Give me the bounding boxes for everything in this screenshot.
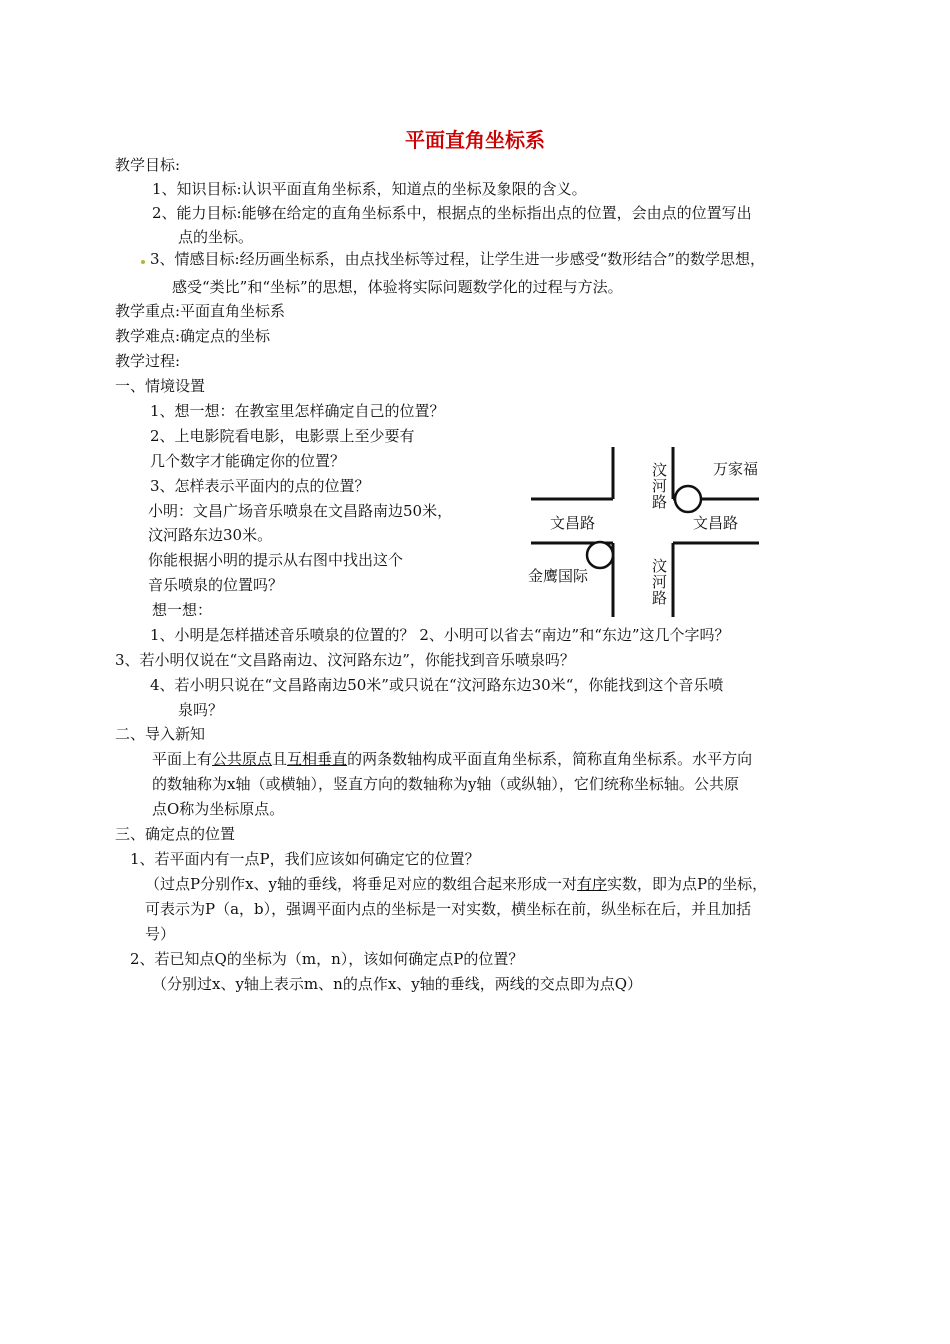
underline-ordered: 有序	[577, 875, 608, 893]
label-wenchang-left: 文昌路	[550, 514, 596, 532]
section3-a1-part-b: 实数，即为点P的坐标，	[607, 875, 768, 893]
key-point: 教学重点:平面直角坐标系	[115, 302, 286, 320]
objective-ability-line2: 点的坐标。	[178, 228, 254, 246]
section3-a2: （分别过x、y轴上表示m、n的点作x、y轴的垂线，两线的交点即为点Q）	[152, 975, 643, 993]
objective-emotion-line2: 感受“类比”和“坐标”的思想，体验将实际问题数学化的过程与方法。	[172, 278, 623, 296]
think-q1-q2: 1、小明是怎样描述音乐喷泉的位置的？ 2、小明可以省去“南边”和“东边”这几个字吗？	[150, 626, 730, 644]
section1-q2-line1: 2、上电影院看电影，电影票上至少要有	[150, 427, 415, 445]
page-title: 平面直角坐标系	[405, 128, 545, 152]
section3-a1-line1	[145, 874, 767, 894]
difficult-point: 教学难点:确定点的坐标	[115, 327, 271, 345]
objectives-heading: 教学目标:	[115, 156, 181, 174]
underline-common-origin: 公共原点	[212, 750, 273, 768]
section1-heading: 一、情境设置	[115, 377, 206, 395]
label-wenhe-top-2: 河	[652, 477, 668, 495]
objective-knowledge: 1、知识目标:认识平面直角坐标系，知道点的坐标及象限的含义。	[152, 180, 587, 198]
think-heading: 想一想：	[152, 601, 213, 619]
label-jinying: 金鹰国际	[528, 567, 589, 585]
think-q3: 3、若小明仅说在“文昌路南边、汶河路东边”，你能找到音乐喷泉吗？	[115, 651, 575, 669]
underline-perpendicular: 互相垂直	[287, 750, 348, 768]
street-map-diagram	[525, 443, 785, 623]
section2-heading: 二、导入新知	[115, 725, 206, 743]
label-wenchang-right: 文昌路	[693, 514, 739, 532]
ask-line2: 音乐喷泉的位置吗？	[148, 576, 284, 594]
section3-a1-part-a: （过点P分别作x、y轴的垂线，将垂足对应的数组合起来形成一对	[145, 875, 578, 893]
label-wenhe-bottom-3: 路	[652, 589, 668, 607]
process-heading: 教学过程:	[115, 352, 181, 370]
xiaoming-line1: 小明：文昌广场音乐喷泉在文昌路南边50米，	[148, 502, 453, 520]
label-wenhe-bottom-1: 汶	[652, 557, 668, 575]
section2-line3: 点O称为坐标原点。	[152, 800, 285, 818]
label-wanjiafu: 万家福	[713, 460, 759, 478]
fountain-circle-top	[675, 486, 701, 512]
section1-q1: 1、想一想：在教室里怎样确定自己的位置？	[150, 402, 445, 420]
section2-line1-part-c: 的两条数轴构成平面直角坐标系，简称直角坐标系。水平方向	[347, 750, 753, 768]
ask-line1: 你能根据小明的提示从右图中找出这个	[148, 551, 404, 569]
section2-line1-part-a: 平面上有	[152, 750, 213, 768]
fountain-circle-bottom	[587, 542, 613, 568]
objective-ability-line1: 2、能力目标:能够在给定的直角坐标系中，根据点的坐标指出点的位置，会由点的位置写出	[152, 204, 752, 222]
section1-q3: 3、怎样表示平面内的点的位置？	[150, 477, 370, 495]
think-q4-line1: 4、若小明只说在“文昌路南边50米”或只说在“汶河路东边30米“，你能找到这个音乐喷	[150, 676, 724, 694]
section2-line1-part-b: 且	[272, 750, 288, 768]
section3-heading: 三、确定点的位置	[115, 825, 236, 843]
label-wenhe-bottom-2: 河	[652, 573, 668, 591]
section3-a1-line3: 号）	[145, 925, 176, 943]
section3-a1-line2: 可表示为P（a，b），强调平面内点的坐标是一对实数，横坐标在前，纵坐标在后，并且加括	[145, 900, 752, 918]
scan-mark	[141, 260, 145, 264]
section3-q2: 2、若已知点Q的坐标为（m，n），该如何确定点P的位置？	[130, 950, 524, 968]
section3-q1: 1、若平面内有一点P，我们应该如何确定它的位置？	[130, 850, 480, 868]
section2-line1	[152, 749, 752, 769]
objective-emotion-line1: 3、情感目标:经历画坐标系，由点找坐标等过程，让学生进一步感受“数形结合”的数学思想，	[150, 250, 765, 268]
section1-q2-line2: 几个数字才能确定你的位置？	[150, 452, 346, 470]
label-wenhe-top-3: 路	[652, 493, 668, 511]
section2-line2: 的数轴称为x轴（或横轴），竖直方向的数轴称为y轴（或纵轴），它们统称坐标轴。公共原	[152, 775, 739, 793]
label-wenhe-top-1: 汶	[652, 461, 668, 479]
xiaoming-line2: 汶河路东边30米。	[148, 526, 273, 544]
think-q4-line2: 泉吗？	[178, 701, 224, 719]
